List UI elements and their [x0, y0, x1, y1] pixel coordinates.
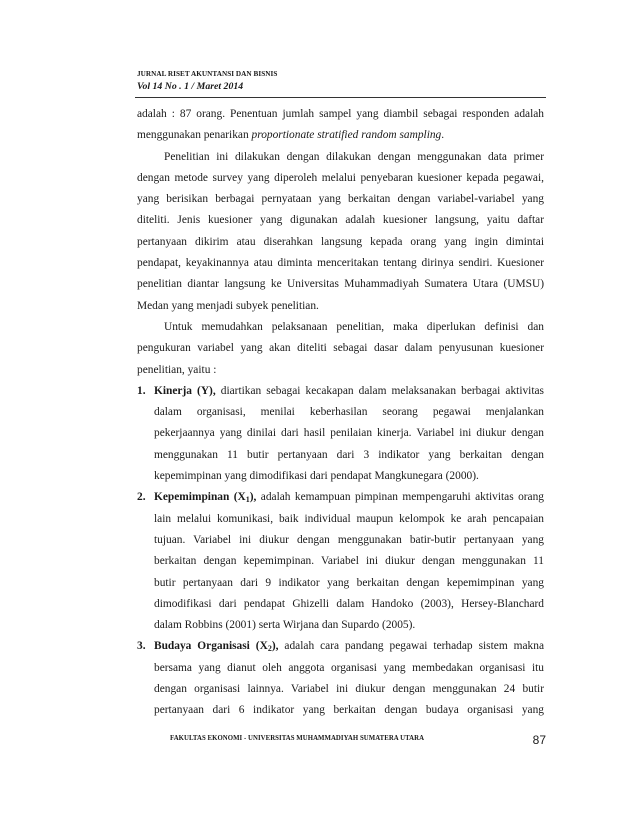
item-number: 3. — [137, 640, 146, 653]
text-line: penelitian, yaitu : — [137, 363, 217, 376]
text-line: kepemimpinan yang dimodifikasi dari pendapat Mangkunegara (2000). — [154, 470, 479, 483]
item-number: 2. — [137, 491, 146, 504]
text-line: dimodifikasi dari pendapat Ghizelli dalam Handoko (2003), Hersey-Blanchard — [154, 597, 544, 610]
text-line: Kepemimpinan $(X_1)$, adalah kemampuan pimpinan mempengaruhi aktivitas orang — [154, 491, 544, 505]
definition-item — [137, 381, 544, 402]
text-line: berkaitan dengan kepemimpinan. Variabel ini diukur dengan menggunakan 11 — [154, 555, 544, 568]
definition-item — [137, 636, 544, 657]
header-rule — [135, 97, 546, 98]
text-line: yang berisikan berbagai pernyataan yang berkaitan dengan variabel-variabel yang — [137, 193, 544, 206]
text-line: menggunakan penarikan proportionate stratified random sampling. — [137, 129, 445, 142]
text-line: Kinerja (Y), diartikan sebagai kecakapan dalam melaksanakan berbagai aktivitas — [154, 384, 544, 397]
page-number: 87 — [532, 733, 546, 747]
text-line: tujuan. Variabel ini diukur dengan menggunakan batir-butir pertanyaan yang — [154, 533, 544, 546]
text-line: Medan yang menjadi subyek penelitian. — [137, 299, 319, 312]
text-line: dalam Robbins (2001) serta Wirjana dan Supardo (2005). — [154, 619, 416, 632]
text-line: pertanyaan dikirim atau diserahkan langsung kepada orang yang ingin dimintai — [137, 235, 544, 248]
journal-volume: Vol 14 No . 1 / Maret 2014 — [137, 81, 244, 93]
text-line: bersama yang dianut oleh anggota organisasi yang membedakan organisasi itu — [154, 661, 544, 674]
text-line: adalah : 87 orang. Penentuan jumlah sampel yang diambil sebagai responden adalah — [137, 108, 544, 120]
text-line: penelitian diantar langsung ke Universitas Muhammadiyah Sumatera Utara (UMSU) — [137, 278, 544, 291]
text-line: pekerjaannya yang dinilai dari hasil penilaian kinerja. Variabel ini diukur dengan — [154, 427, 544, 440]
item-number: 1. — [137, 384, 146, 397]
text-line: Untuk memudahkan pelaksanaan penelitian, maka diperlukan definisi dan — [164, 320, 544, 333]
text-line: lain melalui komunikasi, baik individual maupun kelompok ke arah pencapaian — [154, 512, 544, 525]
footer-institution: FAKULTAS EKONOMI - UNIVERSITAS MUHAMMADIYAH SUMATERA UTARA — [170, 735, 425, 742]
text-line: Budaya Organisasi $(X_2)$, adalah cara pandang pegawai terhadap sistem makna — [154, 640, 544, 654]
running-header — [137, 71, 277, 92]
text-line: pendapat, keyakinannya atau diminta menceritakan tentang dirinya sendiri. Kuesioner — [137, 257, 544, 270]
text-line: menggunakan 11 butir pertanyaan dari 3 indikator yang berkaitan dengan — [154, 448, 544, 461]
text-line: dengan metode survey yang diperoleh melalui penyebaran kuesioner kepada pegawai, — [137, 171, 544, 184]
text-line: diteliti. Jenis kuesioner yang digunakan adalah kuesioner langsung, yaitu daftar — [137, 214, 544, 227]
definition-item — [137, 487, 544, 508]
body-text — [137, 104, 544, 722]
journal-name: JURNAL RISET AKUNTANSI DAN BISNIS — [137, 70, 278, 78]
text-line: dalam organisasi, menilai keberhasilan seorang pegawai menjalankan — [154, 406, 544, 419]
text-line: dengan organisasi lainnya. Variabel ini diukur dengan menggunakan 24 butir — [154, 683, 544, 696]
text-line: pengukuran variabel yang akan diteliti sebagai dasar dalam penyusunan kuesioner — [137, 342, 544, 355]
text-line: butir pertanyaan dari 9 indikator yang berkaitan dengan kepemimpinan yang — [154, 576, 544, 589]
text-line: pertanyaan dari 6 indikator yang berkaitan dengan budaya organisasi yang — [154, 704, 544, 717]
text-line: Penelitian ini dilakukan dengan dilakukan dengan menggunakan data primer — [164, 150, 544, 163]
